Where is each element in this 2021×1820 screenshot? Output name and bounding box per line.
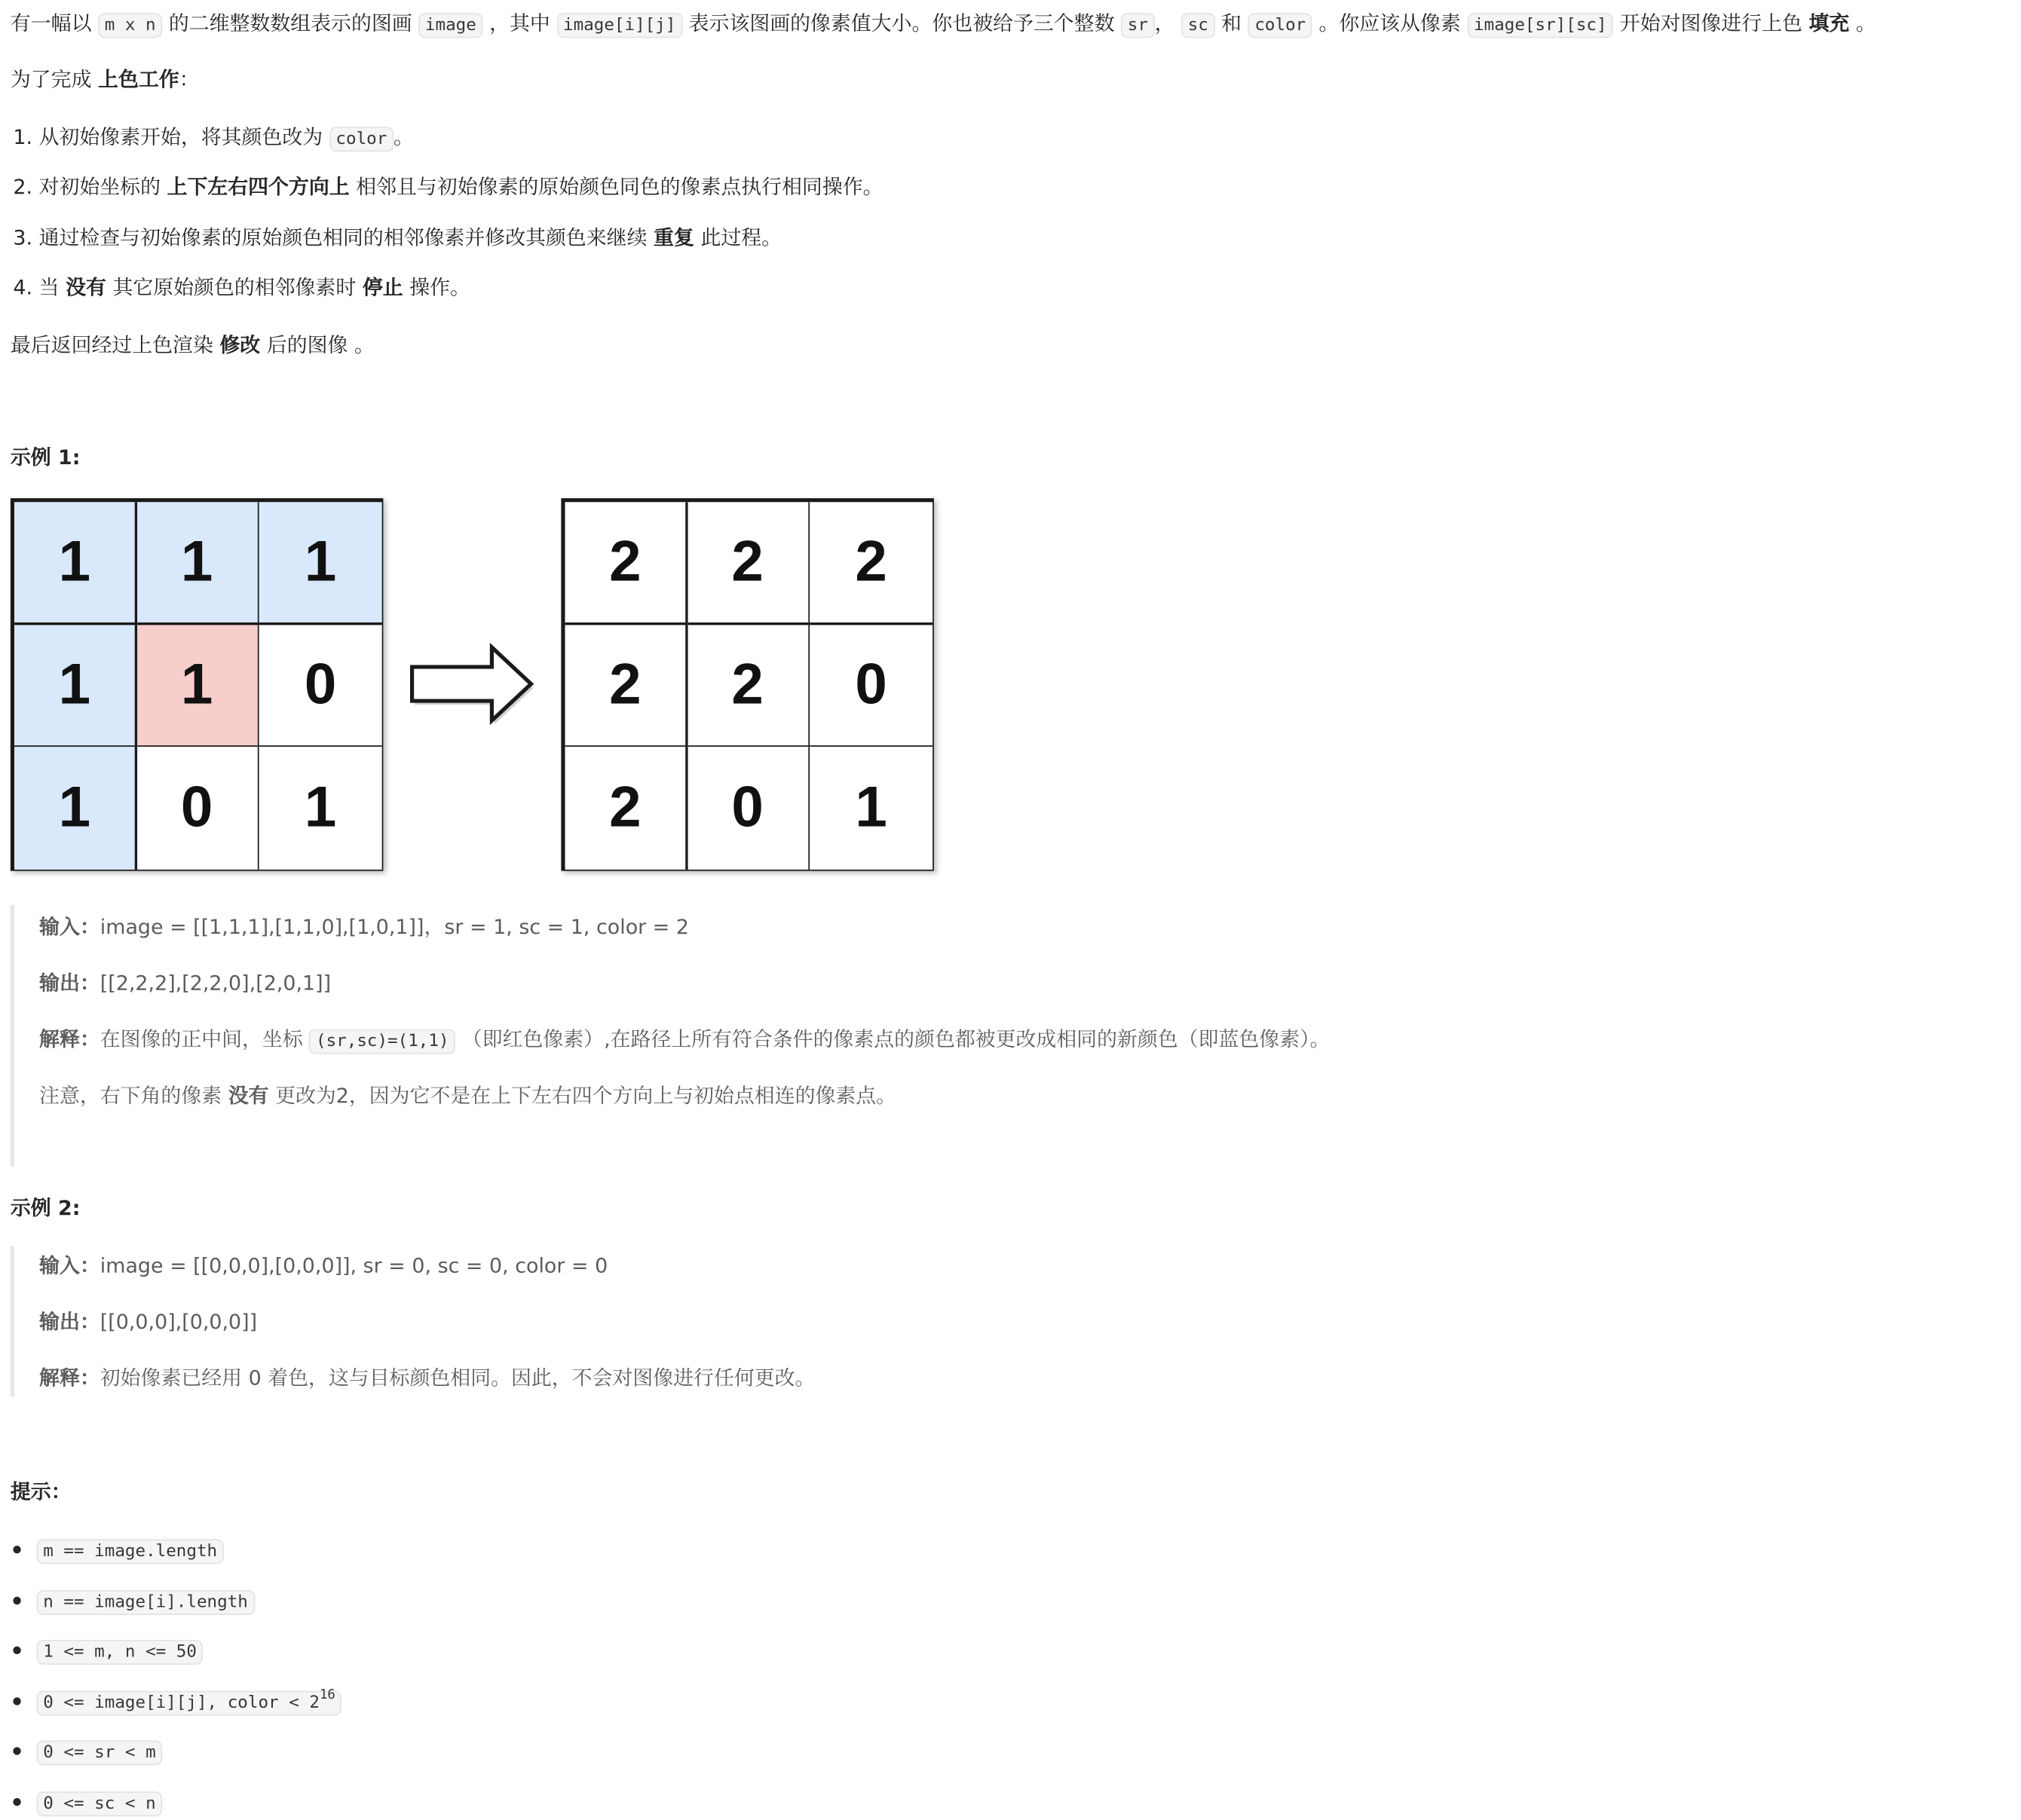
- grid-cell: 1: [259, 502, 382, 625]
- bullet-icon: [13, 1746, 20, 1754]
- output-value: [[0,0,0],[0,0,0]]: [100, 1310, 258, 1334]
- example-2-quote-bar: [11, 1246, 14, 1397]
- output-label: 输出：: [39, 1310, 100, 1334]
- step-text: 。: [393, 125, 414, 149]
- step-4: [13, 272, 470, 304]
- inline-code: m x n: [98, 13, 162, 38]
- bold-text: 修改: [219, 333, 261, 357]
- intro-paragraph: [11, 8, 1876, 41]
- bold-text: 重复: [654, 226, 694, 250]
- superscript: 16: [319, 1688, 335, 1703]
- grid-cell: 0: [259, 625, 382, 748]
- grid-cell: 1: [810, 747, 932, 870]
- inline-code: image[i][j]: [556, 13, 682, 38]
- arrow-right-icon: [406, 638, 539, 730]
- hint-code: 0 <= sr < m: [37, 1741, 163, 1766]
- grid-cell: 2: [687, 625, 810, 748]
- grid-cell: 0: [136, 747, 259, 870]
- hint-code: n == image[i].length: [37, 1590, 255, 1615]
- intro-text: 开始对图像进行上色: [1619, 11, 1802, 35]
- bold-text: 上色工作: [98, 68, 179, 92]
- final-line: [11, 329, 375, 361]
- hint-code: 0 <= sc < n: [37, 1791, 163, 1816]
- inline-code: image[sr][sc]: [1467, 13, 1613, 38]
- intro-text: ，其中: [489, 11, 550, 35]
- bold-text: 上下左右四个方向上: [167, 175, 350, 199]
- grid-cell: 1: [14, 747, 137, 870]
- bold-text: 没有: [228, 1084, 269, 1108]
- step-number: 3.: [13, 226, 33, 250]
- intro-text: 。: [1855, 11, 1876, 35]
- step-2: [13, 171, 883, 203]
- input-value: image = [[0,0,0],[0,0,0]], sr = 0, sc = 0, color = 0: [100, 1254, 608, 1278]
- output-label: 输出：: [39, 971, 100, 996]
- inline-code: color: [1248, 13, 1312, 38]
- bold-text: 没有: [66, 276, 106, 300]
- task-line: [11, 64, 200, 96]
- hint-code: m == image.length: [37, 1539, 224, 1564]
- intro-text: 有一幅以: [10, 11, 92, 35]
- note-text: 更改为2，因为它不是在上下左右四个方向上与初始点相连的像素点。: [275, 1084, 897, 1108]
- hint-item: [13, 1686, 341, 1720]
- grid-cell: 1: [136, 502, 259, 625]
- explanation-label: 解释：: [39, 1027, 100, 1052]
- step-text: 操作。: [409, 276, 470, 300]
- hints-heading: [11, 1476, 72, 1508]
- grid-cell: 0: [687, 747, 810, 870]
- inline-code: image: [418, 13, 482, 38]
- hint-item: [13, 1585, 254, 1619]
- intro-text: 的二维整数数组表示的图画: [168, 11, 412, 35]
- grid-cell: 2: [810, 502, 932, 625]
- bullet-icon: [13, 1696, 20, 1704]
- step-3: [13, 222, 782, 254]
- heading-text: 示例 2:: [10, 1196, 81, 1220]
- grid-cell: 2: [565, 747, 688, 870]
- note-text: 注意，右下角的像素: [39, 1084, 222, 1108]
- example-2-input: [39, 1250, 608, 1282]
- hint-code-text: 0 <= image[i][j], color < 2: [43, 1693, 320, 1714]
- grid-cell: 2: [565, 625, 688, 748]
- explanation-text: 初始像素已经用 0 着色，这与目标颜色相同。因此，不会对图像进行任何更改。: [100, 1366, 816, 1390]
- intro-text: 。你应该从像素: [1318, 11, 1461, 35]
- explanation-text: （即红色像素）,在路径上所有符合条件的像素点的颜色都被更改成相同的新颜色（即蓝色像素）。: [461, 1027, 1330, 1052]
- task-text: ：: [179, 68, 200, 92]
- inline-code: color: [329, 127, 393, 151]
- task-text: 为了完成: [10, 68, 92, 92]
- bullet-icon: [13, 1797, 20, 1805]
- example-2-heading: [11, 1193, 81, 1225]
- image-after-grid: [561, 498, 934, 871]
- hint-code: [37, 1688, 342, 1716]
- heading-text: 示例 1:: [10, 445, 81, 470]
- step-text: 对初始坐标的: [38, 175, 161, 199]
- step-number: 1.: [13, 125, 33, 149]
- final-text: 后的图像 。: [266, 333, 375, 357]
- grid-cell: 2: [565, 502, 688, 625]
- image-before-grid: [11, 498, 384, 871]
- step-1: [13, 121, 414, 155]
- grid-cell: 1: [14, 625, 137, 748]
- grid-cell: 0: [810, 625, 932, 748]
- grid-cell: 2: [687, 502, 810, 625]
- bullet-icon: [13, 1545, 20, 1552]
- step-text: 其它原始颜色的相邻像素时: [112, 276, 357, 300]
- step-text: 此过程。: [700, 226, 782, 250]
- step-number: 2.: [13, 175, 33, 199]
- example-1-explanation: [39, 1024, 1330, 1058]
- explanation-text: 在图像的正中间，坐标: [100, 1027, 303, 1052]
- example-1-input: [39, 911, 689, 943]
- hint-item: [13, 1635, 203, 1669]
- example-2-output: [39, 1306, 257, 1338]
- hint-item: [13, 1736, 162, 1770]
- hint-item: [13, 1786, 162, 1820]
- step-text: 从初始像素开始，将其颜色改为: [38, 125, 323, 149]
- inline-code: (sr,sc)=(1,1): [309, 1029, 455, 1054]
- example-1-note: [39, 1080, 896, 1112]
- intro-text: 和: [1221, 11, 1242, 35]
- grid-cell: 1: [136, 625, 259, 748]
- example-2-explanation: [39, 1363, 815, 1394]
- input-label: 输入：: [39, 915, 100, 939]
- step-text: 当: [38, 276, 60, 300]
- input-label: 输入：: [39, 1254, 100, 1278]
- step-text: 通过检查与初始像素的原始颜色相同的相邻像素并修改其颜色来继续: [38, 226, 648, 250]
- input-value: image = [[1,1,1],[1,1,0],[1,0,1]]，sr = 1, sc = 1, color = 2: [100, 915, 689, 939]
- intro-text: 表示该图画的像素值大小。你也被给予三个整数: [688, 11, 1115, 35]
- hint-code: 1 <= m, n <= 50: [37, 1640, 204, 1665]
- intro-text: ，: [1154, 11, 1175, 35]
- bullet-icon: [13, 1646, 20, 1653]
- grid-cell: 1: [259, 747, 382, 870]
- bold-text: 停止: [362, 276, 403, 300]
- example-1-heading: [11, 442, 81, 473]
- step-text: 相邻且与初始像素的原始颜色同色的像素点执行相同操作。: [356, 175, 883, 199]
- output-value: [[2,2,2],[2,2,0],[2,0,1]]: [100, 971, 332, 996]
- explanation-label: 解释：: [39, 1366, 100, 1390]
- hint-item: [13, 1534, 223, 1568]
- inline-code: sr: [1121, 13, 1155, 38]
- grid-cell: 1: [14, 502, 137, 625]
- example-1-output: [39, 968, 331, 999]
- final-text: 最后返回经过上色渲染: [10, 333, 213, 357]
- heading-text: 提示：: [10, 1480, 72, 1504]
- step-number: 4.: [13, 276, 33, 300]
- inline-code: sc: [1181, 13, 1215, 38]
- bullet-icon: [13, 1596, 20, 1604]
- example-1-quote-bar: [11, 905, 14, 1167]
- bold-text: 填充: [1808, 11, 1850, 35]
